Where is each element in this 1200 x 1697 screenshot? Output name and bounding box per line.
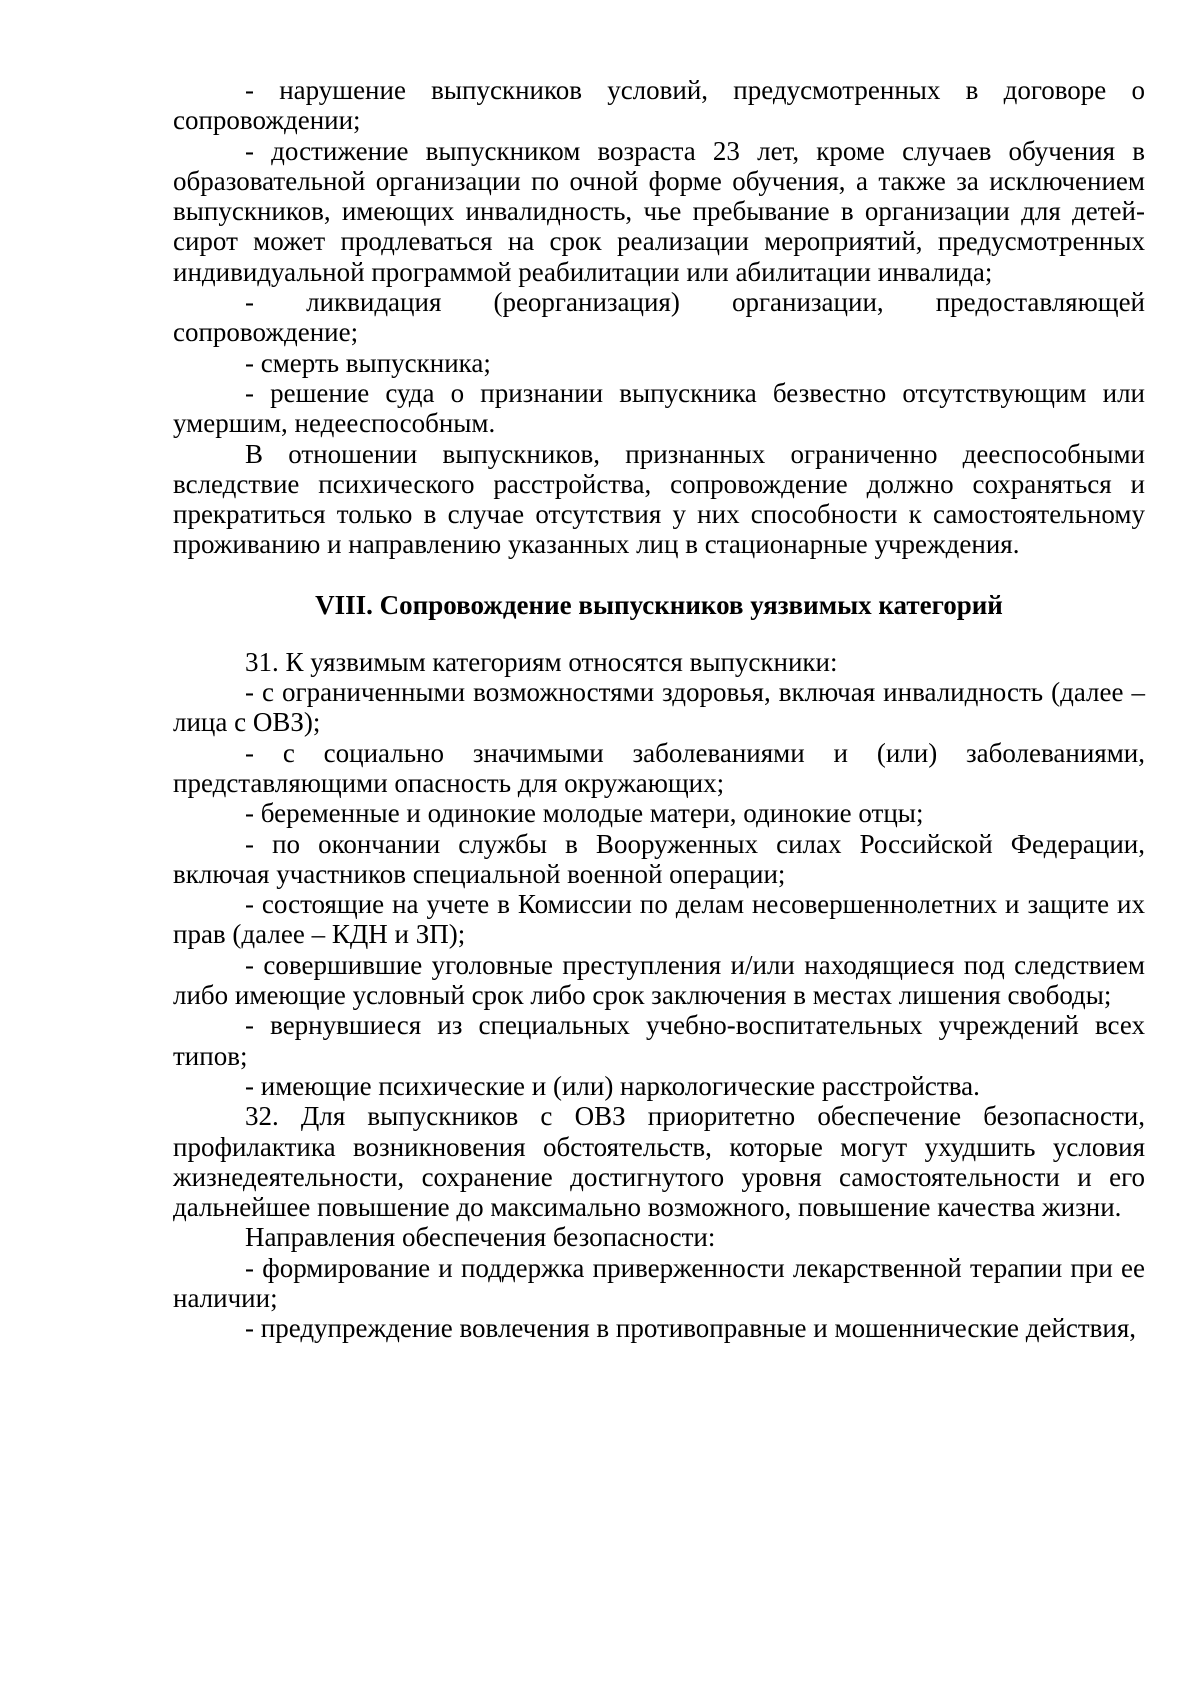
paragraph-age-23: - достижение выпускником возраста 23 лет, кроме случаев обучения в образовательной организации по очной форме обучения, а также за исключением выпускников, имеющих инвалидность, чье пребывание в организации для детей-сирот может продлеваться на срок реализации мероприятий, предусмотренных индивидуальной программой реабилитации или абилитации инвалида; [173,135,1145,287]
document-page [173,75,1145,1344]
list-item-disabilities: - с ограниченными возможностями здоровья, включая инвалидность (далее – лица с ОВЗ); [173,677,1145,738]
paragraph-limited-capacity: В отношении выпускников, признанных ограниченно дееспособными вследствие психического расстройства, сопровождение должно сохраняться и прекратиться только в случае отсутствия у них способности к самостоятельному проживанию и направлению указанных лиц в стационарные учреждения. [173,438,1145,560]
list-item-pregnant-single-parents: - беременные и одинокие молодые матери, одинокие отцы; [245,798,924,829]
list-item-mental-disorders: - имеющие психические и (или) наркологические расстройства. [245,1070,980,1101]
paragraph-court-decision: - решение суда о признании выпускника безвестно отсутствующим или умершим, недееспособным. [173,377,1145,439]
list-item-armed-forces: - по окончании службы в Вооруженных силах Российской Федерации, включая участников специальной военной операции; [173,828,1145,889]
paragraph-violation-conditions: - нарушение выпускников условий, предусмотренных в договоре о сопровождении; [173,75,1145,136]
list-item-socially-significant-diseases: - с социально значимыми заболеваниями и (или) заболеваниями, представляющими опасность для окружающих; [173,737,1145,798]
paragraph-safety-directions: Направления обеспечения безопасности: [245,1222,716,1253]
list-item-criminal-offences: - совершившие уголовные преступления и/или находящиеся под следствием либо имеющие условный срок либо срок заключения в местах лишения свободы; [173,949,1145,1011]
list-item-fraud-prevention: - предупреждение вовлечения в противоправные и мошеннические действия, [245,1313,1137,1344]
list-item-special-institutions: - вернувшиеся из специальных учебно-воспитательных учреждений всех типов; [173,1010,1145,1071]
paragraph-liquidation: - ликвидация (реорганизация) организации, предоставляющей сопровождение; [173,287,1145,348]
list-item-drug-therapy: - формирование и поддержка приверженности лекарственной терапии при ее наличии; [173,1252,1145,1313]
paragraph-31-intro: 31. К уязвимым категориям относятся выпускники: [245,646,838,677]
section-heading: VIII. Сопровождение выпускников уязвимых категорий [315,589,1003,620]
list-item-kdn-registered: - состоящие на учете в Комиссии по делам несовершеннолетних и защите их прав (далее – КДН и ЗП); [173,889,1145,950]
paragraph-32: 32. Для выпускников с ОВЗ приоритетно обеспечение безопасности, профилактика возникновения обстоятельств, которые могут ухудшить условия жизнедеятельности, сохранение достигнутого уровня самостоятельности и его дальнейшее повышение до максимально возможного, повышение качества жизни. [173,1101,1145,1223]
paragraph-death: - смерть выпускника; [245,347,491,378]
